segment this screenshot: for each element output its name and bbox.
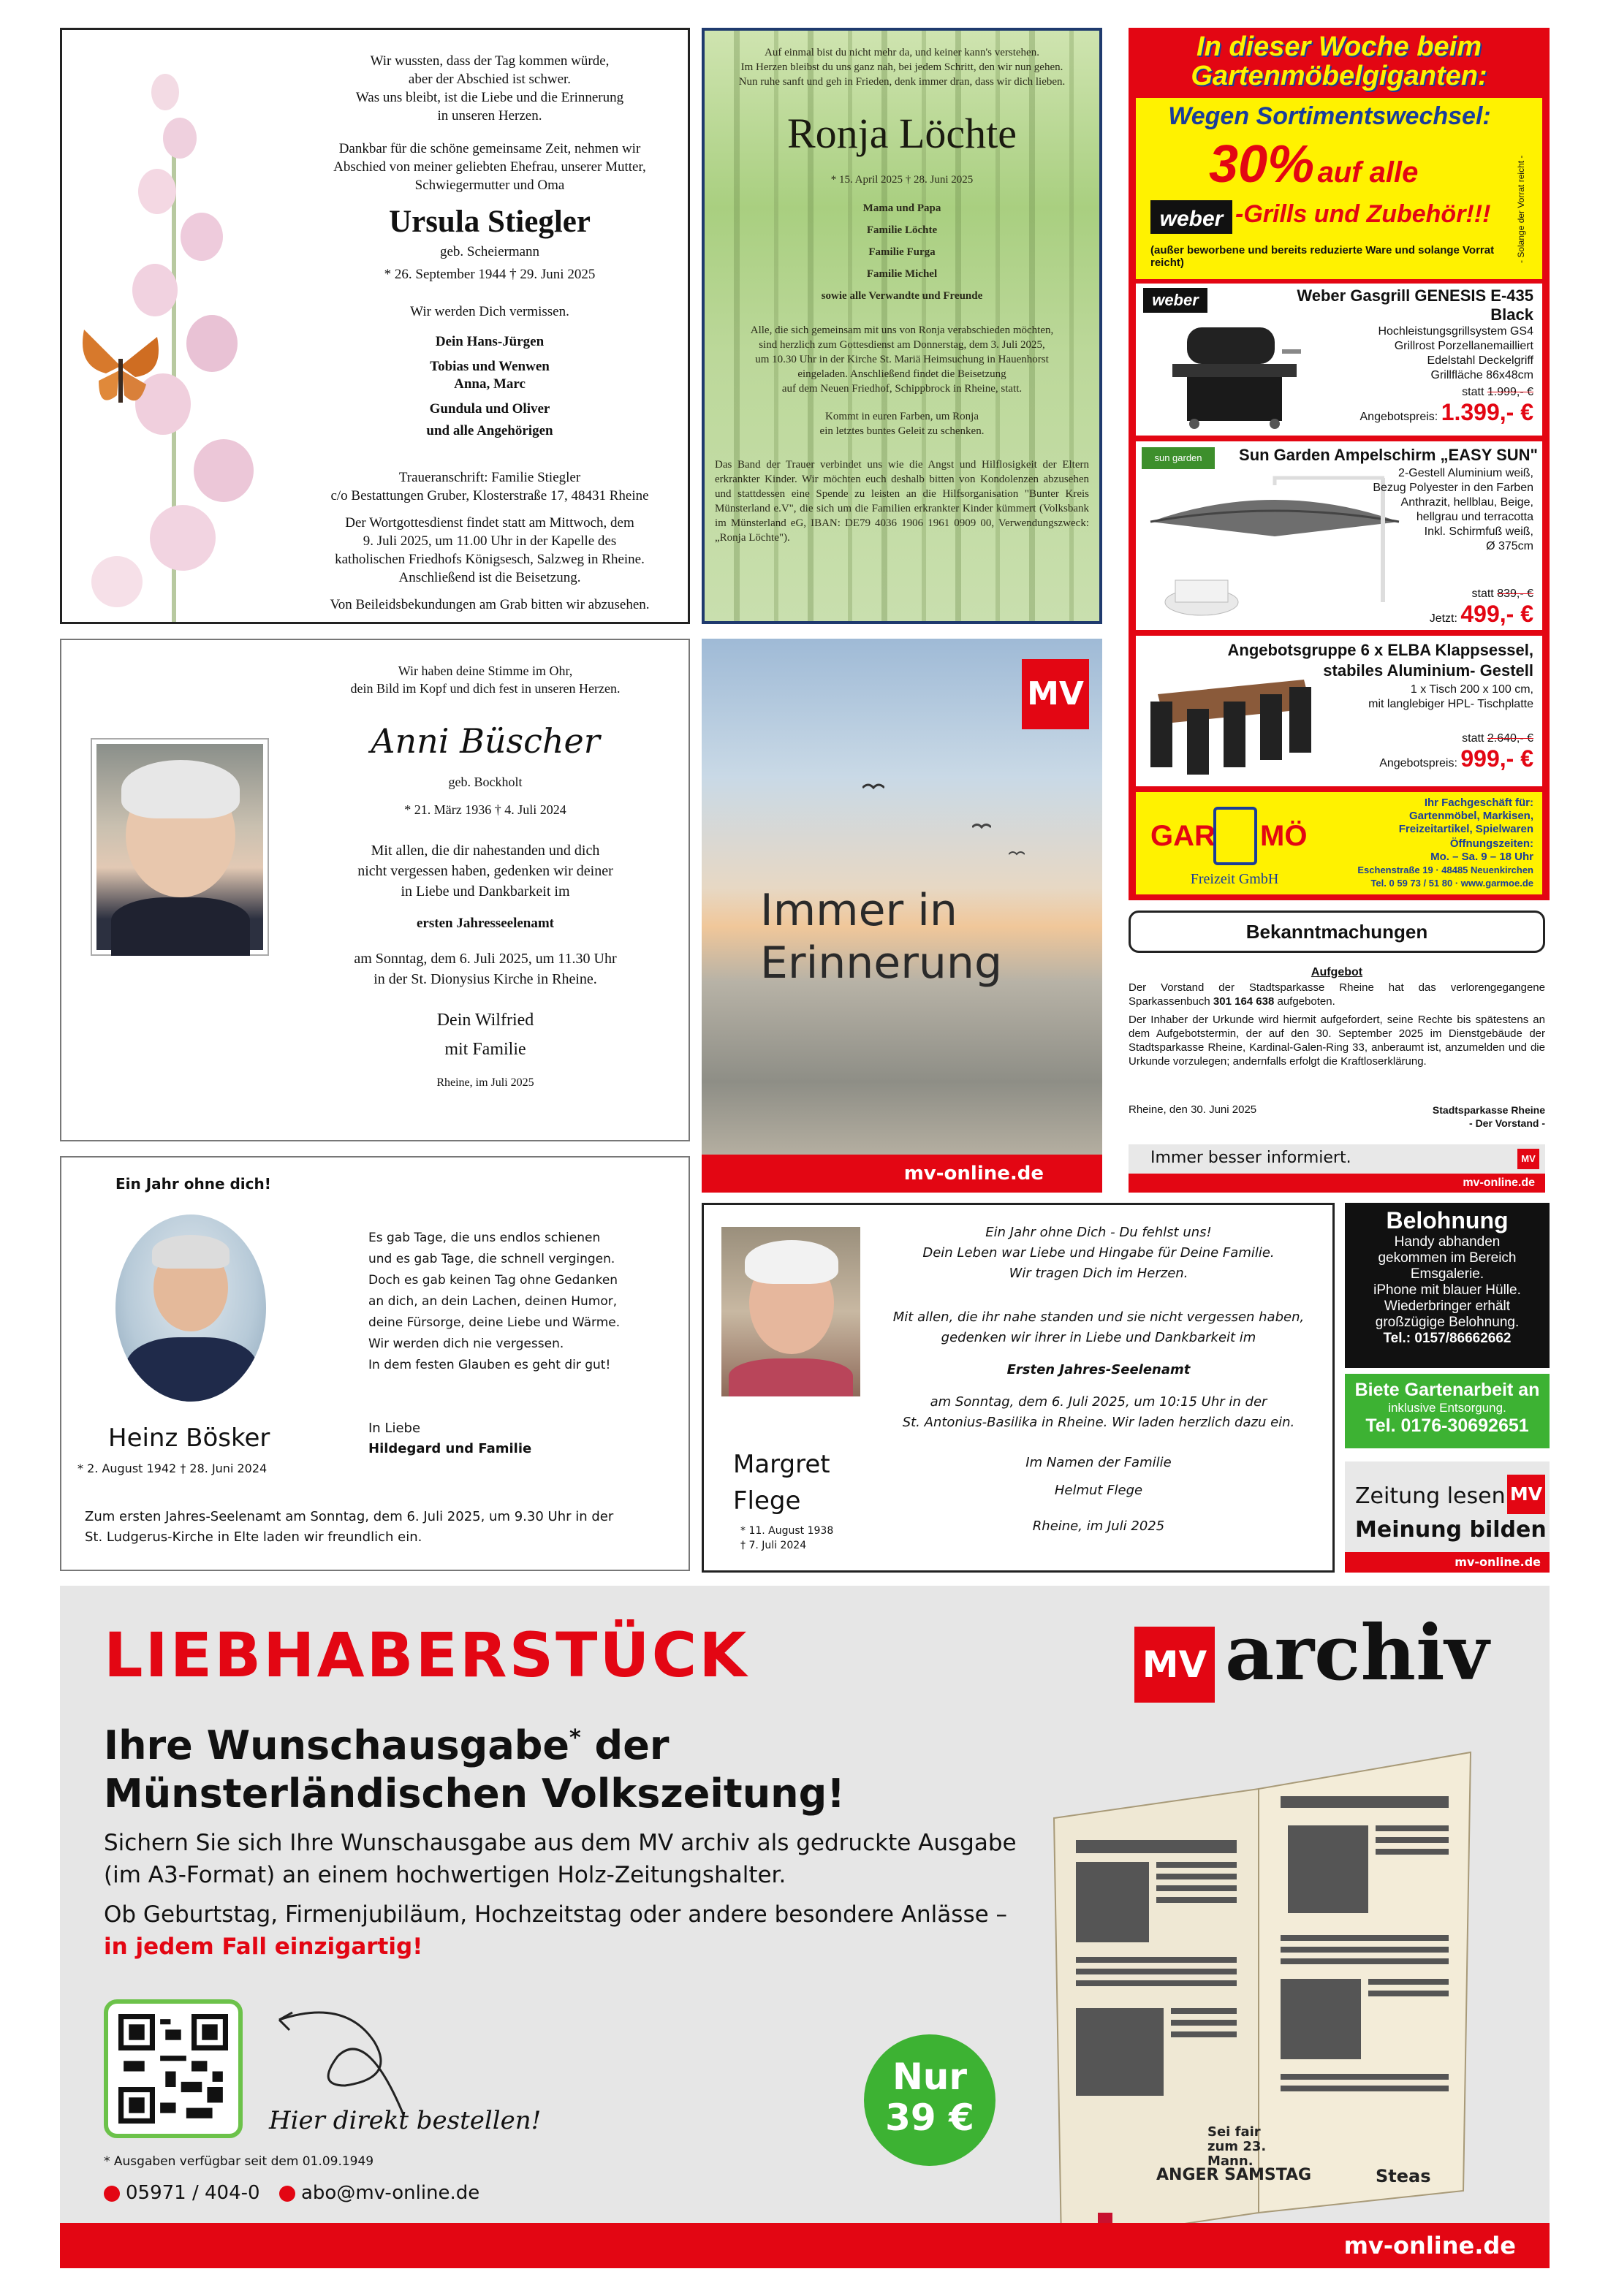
reward-ad — [1345, 1203, 1550, 1368]
umbrella-offer — [1136, 441, 1542, 630]
boesker-header: Ein Jahr ohne dich! — [115, 1175, 271, 1193]
flege-mass: Ersten Jahres-Seelenamt — [1006, 1362, 1191, 1377]
chairs-offer — [1136, 636, 1542, 786]
boesker-name: Heinz Bösker — [108, 1423, 270, 1453]
stiegler-born-name: geb. Scheiermann — [439, 244, 540, 259]
memory-text: Immer in Erinnerung — [760, 885, 1003, 989]
garmoe-ad — [1129, 28, 1550, 900]
flower-decoration — [62, 30, 281, 622]
sale-side-note: - Solange der Vorrat reicht - — [1516, 155, 1526, 263]
mv-logo: MV — [1517, 1149, 1539, 1169]
flege-place: Rheine, im Juli 2025 — [1032, 1518, 1165, 1534]
ronja-text1: Alle, die sich gemeinsam mit uns von Ronja verabschieden möchten, sind herzlich zum Gottesdienst am Donnerstag, dem 3. Juli 2025, um 10.30 Uhr in der Kirche St. Mariä Heimsuchung in Hauenhorst eingeladen. Anschließend findet die Beisetzung auf dem Neuen Friedhof, Schippbrock in Rheine, statt. — [750, 324, 1054, 395]
paper-headline: Steas — [1376, 2166, 1431, 2186]
garden-phone[interactable]: Tel. 0176-30692651 — [1365, 1415, 1529, 1436]
archiv-p1: Sichern Sie sich Ihre Wunschausgabe aus dem MV archiv als gedruckte Ausgabe (im A3-Format) an einem hochwertigen Holz-Zeitungshalter. — [104, 1830, 1017, 1888]
umbrella-old-price: 839,- € — [1497, 588, 1533, 600]
ronja-family: Mama und Papa Familie Löchte Familie Furga Familie Michel sowie alle Verwandte und Freunde — [821, 202, 983, 302]
boesker-family: Hildegard und Familie — [368, 1441, 532, 1456]
stiegler-thanks: Dankbar für die schöne gemeinsame Zeit, nehmen wir Abschied von meiner geliebten Ehefrau, unserer Mutter, Schwiegermutter und Oma — [333, 141, 646, 193]
mv-memory-ad — [702, 639, 1102, 1193]
flege-intro: Ein Jahr ohne Dich - Du fehlst uns! Dein Leben war Liebe und Hingabe für Deine Familie. Wir tragen Dich im Herzen. — [922, 1225, 1275, 1281]
archiv-logo: MV archiv — [1134, 1612, 1529, 1700]
bekannt-header: Bekanntmachungen — [1129, 911, 1545, 953]
reward-lines: Handy abhanden gekommen im Bereich Emsgalerie. iPhone mit blauer Hülle. Wiederbringer erhält großzügige Belohnung. — [1373, 1234, 1521, 1330]
buescher-dates: * 21. März 1936 † 4. Juli 2024 — [404, 802, 566, 817]
archiv-headline: LIEBHABERSTÜCK — [104, 1619, 749, 1691]
umbrella-old-label: statt — [1471, 588, 1494, 600]
boesker-poem: Es gab Tage, die uns endlos schienen und es gab Tage, die schnell vergingen. Doch es gab keinen Tag ohne Gedanken an dich, an dein Lachen, deinen Humor, deine Fürsorge, deine Liebe und Wärme. Wir werden dich nie vergessen. In dem festen Glauben es geht dir gut! — [368, 1231, 621, 1372]
zeitung-url-bar[interactable]: mv-online.de — [1345, 1552, 1550, 1573]
chairs-old-price: 2.640,- € — [1487, 732, 1533, 745]
bekannt-url-bar[interactable]: mv-online.de — [1129, 1174, 1545, 1193]
garmoe-logo-sub: Freizeit GmbH — [1190, 871, 1279, 887]
shop-hours-label: Öffnungszeiten: — [1449, 837, 1533, 850]
zeitung-line1: Zeitung lesen — [1355, 1483, 1506, 1509]
buescher-name: Anni Büscher — [371, 721, 600, 761]
garmoe-shop — [1136, 792, 1542, 894]
boesker-dates: * 2. August 1942 † 28. Juni 2024 — [77, 1461, 268, 1475]
chair-icon — [1213, 807, 1257, 865]
sale-percent: 30% — [1209, 135, 1315, 194]
mv-logo: MV — [1507, 1475, 1545, 1514]
shop-address: Eschenstraße 19 · 48485 Neuenkirchen — [1357, 864, 1533, 875]
archiv-footnote: * Ausgaben verfügbar seit dem 01.09.1949 — [104, 2154, 374, 2169]
boesker-photo — [115, 1214, 266, 1402]
chairs-price-label: Angebotspreis: — [1379, 757, 1457, 769]
mv-url-bar[interactable]: mv-online.de — [702, 1155, 1102, 1193]
stiegler-name: Ursula Stiegler — [389, 205, 591, 239]
bekannt-signature: Stadtsparkasse Rheine - Der Vorstand - — [1432, 1104, 1545, 1129]
garmoe-headline: In dieser Woche beim Gartenmöbelgiganten: — [1191, 31, 1487, 91]
buescher-family: Dein Wilfried mit Familie — [436, 1011, 534, 1059]
boesker-footer: Zum ersten Jahres-Seelenamt am Sonntag, dem 6. Juli 2025, um 9.30 Uhr in der St. Ludgerus-Kirche in Elte laden wir freundlich ein. — [85, 1509, 614, 1545]
shop-lines: Ihr Fachgeschäft für: Gartenmöbel, Markisen, Freizeitartikel, Spielwaren — [1398, 797, 1533, 835]
obituary-buescher — [60, 639, 690, 1141]
umbrella-title: Sun Garden Ampelschirm „EASY SUN" — [1239, 446, 1538, 464]
sale-note: (außer beworbene und bereits reduzierte Ware und solange Vorrat reicht) — [1150, 244, 1495, 269]
stiegler-service: Der Wortgottesdienst findet statt am Mittwoch, dem 9. Juli 2025, um 11.00 Uhr in der Kapelle des katholischen Friedhofs Königsesch, Salzweg in Rheine. Anschließend ist die Beisetzung. — [335, 515, 645, 585]
bekannt-footer — [1129, 1144, 1545, 1193]
stiegler-miss: Wir werden Dich vermissen. — [410, 304, 569, 319]
bekannt-footer-text: Immer besser informiert. — [1150, 1149, 1351, 1167]
ronja-text2: Kommt in euren Farben, um Ronja ein letztes buntes Geleit zu schenken. — [819, 411, 985, 437]
stiegler-intro: Wir wussten, dass der Tag kommen würde, aber der Abschied ist schwer. Was uns bleibt, ist die Liebe und die Erinnerung in unseren Herzen. — [355, 53, 624, 123]
price-badge: Nur 39 € — [864, 2034, 995, 2166]
garmoe-logo: GAR MÖ — [1150, 799, 1319, 868]
garden-sub: inklusive Entsorgung. — [1388, 1401, 1506, 1415]
obituary-stiegler — [60, 28, 690, 624]
email-icon — [279, 2186, 295, 2202]
archiv-phone[interactable]: 05971 / 404-0 — [104, 2182, 260, 2204]
flege-dates: * 11. August 1938 † 7. Juli 2024 — [740, 1525, 834, 1551]
boesker-love: In Liebe — [368, 1421, 421, 1436]
zeitung-line2: Meinung bilden — [1355, 1517, 1547, 1543]
bekanntmachungen — [1129, 911, 1550, 1194]
bird-icon — [862, 782, 884, 794]
ronja-intro: Auf einmal bist du nicht mehr da, und keiner kann's verstehen. Im Herzen bleibst du uns ganz nah, bei jedem Schritt, den wir nun gehen. Nun ruhe sanft und geh in Frieden, denk immer dran, dass wir dich lieben. — [738, 47, 1066, 88]
garden-work-ad — [1345, 1374, 1550, 1448]
archiv-email[interactable]: abo@mv-online.de — [279, 2182, 479, 2204]
flege-photo — [721, 1227, 860, 1396]
grill-price-label: Angebotspreis: — [1359, 411, 1438, 423]
stiegler-dates: * 26. September 1944 † 29. Juni 2025 — [384, 267, 596, 282]
sungarden-logo: sun garden — [1142, 447, 1215, 469]
obituary-flege — [702, 1203, 1335, 1573]
bird-icon — [972, 821, 991, 832]
qr-code[interactable] — [104, 1999, 243, 2138]
chairs-title: Angebotsgruppe 6 x ELBA Klappsessel, stabiles Aluminium- Gestell — [1227, 641, 1533, 680]
shop-hours: Mo. – Sa. 9 – 18 Uhr — [1430, 851, 1533, 863]
chairs-specs: 1 x Tisch 200 x 100 cm, mit langlebiger HPL- Tischplatte — [1368, 683, 1533, 710]
flege-family: Im Namen der Familie Helmut Flege — [1025, 1455, 1172, 1498]
umbrella-price: 499,- € — [1460, 601, 1533, 627]
chairs-old-label: statt — [1462, 732, 1484, 745]
newspaper-image — [1039, 1730, 1478, 2235]
sale-rest: auf alle — [1317, 156, 1419, 189]
stiegler-address: Traueranschrift: Familie Stiegler c/o Bestattungen Gruber, Klosterstraße 17, 48431 Rheine — [330, 470, 649, 503]
grill-specs: Hochleistungsgrillsystem GS4 Grillrost Porzellanemailliert Edelstahl Deckelgriff Grillfläche 86x48cm — [1378, 325, 1533, 381]
buescher-mass: ersten Jahresseelenamt — [416, 916, 554, 931]
archiv-url-bar[interactable]: mv-online.de — [60, 2223, 1550, 2268]
buescher-born-name: geb. Bockholt — [448, 775, 523, 789]
bekannt-p1: Der Vorstand der Stadtsparkasse Rheine hat das verlorengegangene Sparkassenbuch 301 164 638 aufgeboten. — [1129, 981, 1545, 1008]
reward-phone[interactable]: Tel.: 0157/86662662 — [1383, 1331, 1512, 1346]
shop-contact: Tel. 0 59 73 / 51 80 · www.garmoe.de — [1370, 878, 1533, 889]
grill-offer — [1136, 284, 1542, 436]
mv-logo: MV — [1022, 659, 1089, 729]
archiv-p2: Ob Geburtstag, Firmenjubiläum, Hochzeitstag oder andere besondere Anlässe – in jedem Fall einzigartig! — [104, 1901, 1008, 1960]
grill-price: 1.399,- € — [1441, 399, 1533, 425]
chairs-price: 999,- € — [1460, 745, 1533, 772]
bekannt-p2: Der Inhaber der Urkunde wird hiermit aufgefordert, seine Rechte bis spätestens an dem Aufgebotstermin, der auf den 30. September 2025 im Dienstgebäude der Stadtsparkasse Rheine, Kardinal-Galen-Ring 33, anberaumt ist, anzumelden und die Urkunde vorzulegen; andernfalls erfolgt die Kraftloserklärung. — [1129, 1014, 1545, 1068]
flege-service: am Sonntag, dem 6. Juli 2025, um 10:15 Uhr in der St. Antonius-Basilika in Rheine. Wir laden herzlich dazu ein. — [902, 1394, 1295, 1430]
zeitung-ad — [1345, 1461, 1550, 1573]
archiv-order-text: Hier direkt bestellen! — [269, 2106, 542, 2135]
umbrella-price-label: Jetzt: — [1429, 612, 1457, 625]
garmoe-sale — [1136, 98, 1542, 279]
weber-logo: weber — [1150, 200, 1232, 234]
flege-name: Margret Flege — [733, 1450, 830, 1516]
ronja-dates: * 15. April 2025 † 28. Juni 2025 — [830, 174, 974, 186]
archiv-title: Ihre Wunschausgabe* der Münsterländischen Volkszeitung! — [104, 1722, 845, 1817]
stiegler-family: Dein Hans-Jürgen Tobias und Wenwen Anna, Marc Gundula und Oliver und alle Angehörigen — [426, 334, 553, 438]
phone-icon — [104, 2186, 120, 2202]
flege-text: Mit allen, die ihr nahe standen und sie nicht vergessen haben, gedenken wir ihrer in Liebe und Dankbarkeit im — [892, 1309, 1305, 1345]
buescher-photo — [91, 738, 269, 956]
sale-title: Wegen Sortimentswechsel: — [1168, 102, 1491, 130]
grill-subtitle: Black — [1490, 305, 1533, 324]
bird-icon — [1009, 848, 1025, 856]
ronja-text3: Das Band der Trauer verbindet uns wie die Angst und Hilflosigkeit der Eltern erkrankter Kinder. Wir möchten euch deshalb bitten von Kondolenzen abzusehen und stattdessen eine Spende zu leisten an die Hilfsorganisation "Bunter Kreis Münsterland e.V", die sich um die Familien erkrankter Kinder kümmert (Volksbank im Münsterland eG, IBAN: DE79 4036 1906 1961 0909 00, Verwendungszweck: „Ronja Löchte"). — [715, 459, 1089, 544]
buescher-service: am Sonntag, dem 6. Juli 2025, um 11.30 Uhr in der St. Dionysius Kirche in Rheine. — [354, 951, 617, 987]
garden-title: Biete Gartenarbeit an — [1354, 1380, 1540, 1400]
paper-headline: ANGER SAMSTAG — [1156, 2166, 1312, 2184]
bekannt-title: Aufgebot — [1311, 966, 1363, 978]
grill-old-price: 1.999,- € — [1487, 386, 1533, 398]
buescher-place: Rheine, im Juli 2025 — [436, 1076, 534, 1089]
obituary-ronja — [702, 28, 1102, 624]
buescher-text: Mit allen, die dir nahestanden und dich nicht vergessen haben, gedenken wir deiner in Liebe und Dankbarkeit im — [357, 843, 613, 900]
sale-items: -Grills und Zubehör!!! — [1235, 200, 1491, 228]
weber-logo: weber — [1143, 288, 1207, 313]
obituary-boesker — [60, 1156, 690, 1571]
bekannt-date: Rheine, den 30. Juni 2025 — [1129, 1103, 1257, 1116]
archiv-ad — [60, 1586, 1550, 2268]
umbrella-specs: 2-Gestell Aluminium weiß, Bezug Polyester in den Farben Anthrazit, hellblau, Beige, hellgrau und terracotta Inkl. Schirmfuß weiß, Ø 375cm — [1373, 467, 1533, 552]
stiegler-footer: Von Beileidsbekundungen am Grab bitten wir abzusehen. — [330, 597, 650, 612]
ronja-name: Ronja Löchte — [786, 110, 1017, 157]
buescher-intro: Wir haben deine Stimme im Ohr, dein Bild im Kopf und dich fest in unseren Herzen. — [350, 664, 621, 696]
grill-old-label: statt — [1462, 386, 1484, 398]
butterfly-icon — [77, 322, 164, 417]
reward-title: Belohnung — [1386, 1207, 1509, 1233]
paper-headline: Sei fair zum 23. Mann. — [1207, 2124, 1267, 2169]
grill-title: Weber Gasgrill GENESIS E-435 — [1297, 286, 1533, 305]
